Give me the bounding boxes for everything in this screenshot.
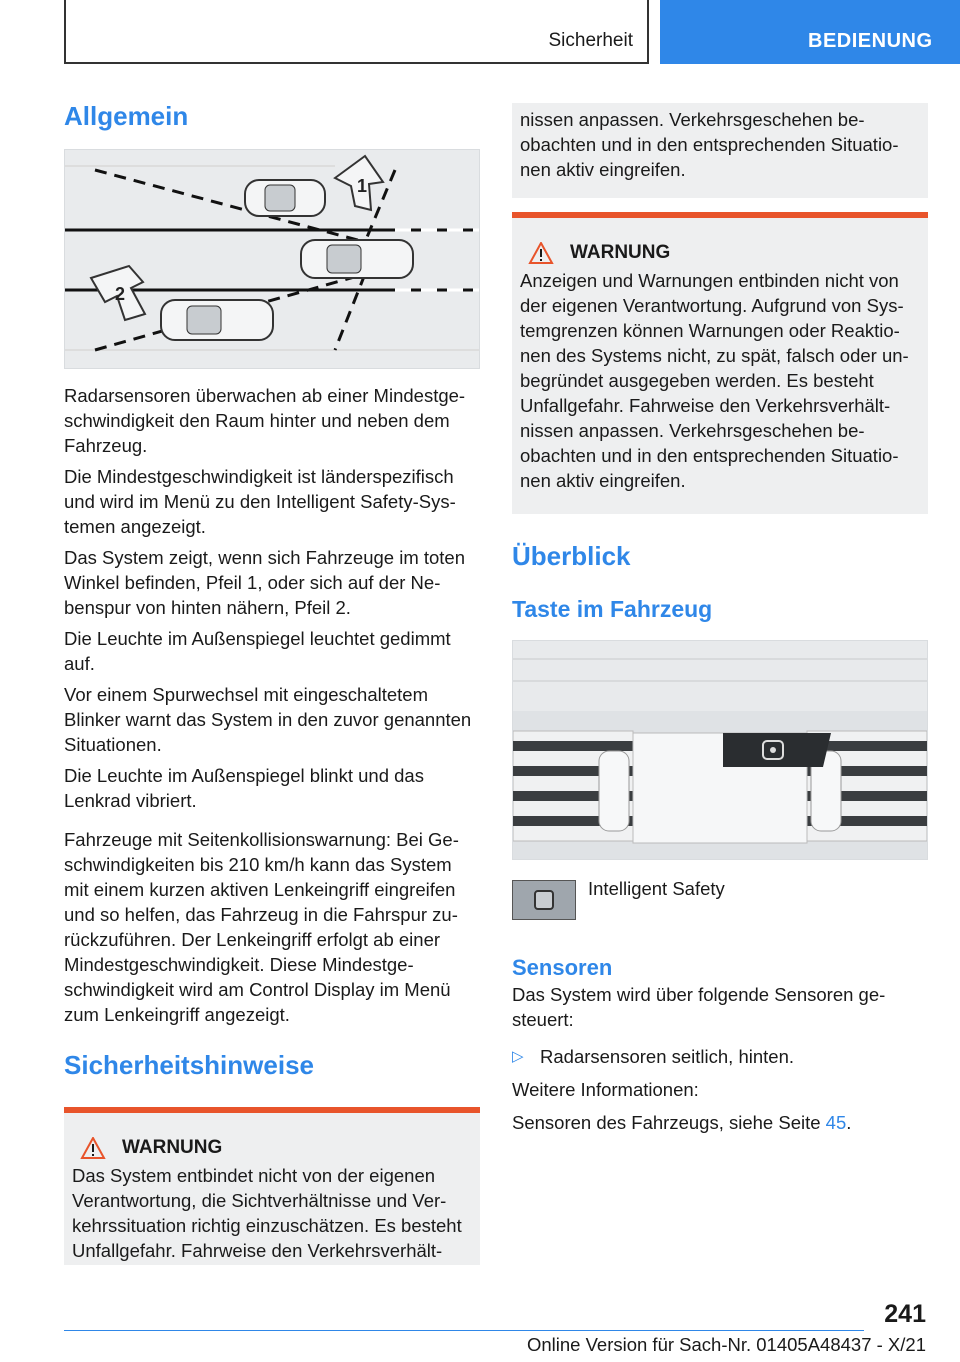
header-box (64, 0, 649, 64)
warning-1-label: WARNUNG (122, 1137, 223, 1158)
heading-sicherheitshinweise: Sicherheitshinweise (64, 1050, 314, 1080)
warning-1-title (72, 1135, 472, 1161)
paragraph-min-speed: Die Mindestgeschwindigkeit ist länderspezifisch und wird im Menü zu den Intelligent Safety-Systemen angezeigt. (64, 466, 456, 537)
figure-blind-spot-diagram (64, 149, 480, 369)
footer-online-version: Online Version für Sach-Nr. 01405A48437 - X/21 (526, 1334, 926, 1355)
blind-spot-illustration (65, 150, 479, 368)
warning-2-title (520, 240, 920, 266)
warning-triangle-icon (528, 242, 554, 264)
footer-divider (64, 1330, 864, 1331)
dashboard-illustration (513, 641, 927, 859)
paragraph-weitere: Weitere Informationen: (512, 1079, 699, 1100)
button-legend-label: Intelligent Safety (588, 878, 725, 899)
bullet-triangle-icon: ▷ (512, 1048, 524, 1065)
warning-box-1-continued (512, 103, 928, 198)
header-chapter-tab: BEDIENUNG (660, 0, 960, 64)
intelligent-safety-button-icon (723, 733, 831, 767)
car-top (245, 180, 325, 216)
arrow-1-label: 1 (357, 176, 368, 196)
car-middle (301, 240, 413, 278)
page-reference-link[interactable]: 45 (825, 1112, 847, 1133)
header-section-title: Sicherheit (548, 30, 633, 51)
warning-2-label: WARNUNG (570, 242, 671, 263)
list-item (512, 1044, 928, 1069)
warning-1-text: Das System entbindet nicht von der eigenen Verantwortung, die Sichtverhältnisse und Verkehrssituation richtig einzuschätzen. Es besteht Unfallgefahr. Fahrweise den Verkehrsverhält- (72, 1165, 462, 1261)
paragraph-radar-monitoring: Radarsensoren überwachen ab einer Mindestgeschwindigkeit den Raum hinter und neben dem Fahrzeug. (64, 385, 466, 456)
paragraph-reference (512, 1110, 928, 1135)
heading-allgemein: Allgemein (64, 101, 189, 131)
warning-box-2 (512, 212, 928, 514)
reference-end: . (846, 1112, 852, 1133)
car-bottom (161, 300, 273, 340)
bullet-text: Radarsensoren seitlich, hinten. (540, 1046, 795, 1067)
warning-box-1 (64, 1107, 480, 1265)
paragraph-system-shows: Das System zeigt, wenn sich Fahrzeuge im toten Winkel befinden, Pfeil 1, oder sich auf der Nebenspur von hinten nähern, Pfeil 2. (64, 547, 466, 618)
left-column (64, 100, 480, 1265)
heading-ueberblick: Überblick (512, 541, 631, 571)
paragraph-side-collision: Fahrzeuge mit Seitenkollisionswarnung: Bei Geschwindigkeiten bis 210 km/h kann das System mit einem kurzen aktiven Lenkeingriff eingreifen und so helfen, das Fahrzeug in die Fahrspur zurückzuführen. Der Lenkeingriff erfolgt ab einer Mindestgeschwindigkeit. Diese Mindestgeschwindigkeit wird am Control Display im Menü zum Lenkeingriff angezeigt. (64, 829, 459, 1025)
vent-left (513, 731, 633, 841)
heading-sensoren: Sensoren (512, 955, 613, 980)
paragraph-lane-change: Vor einem Spurwechsel mit eingeschaltetem Blinker warnt das System in den zuvor genannten Situationen. (64, 684, 472, 755)
arrow-2-label: 2 (115, 284, 126, 304)
intelligent-safety-key-icon (512, 880, 576, 920)
figure-dashboard-button (512, 640, 928, 860)
warning-triangle-icon (80, 1137, 106, 1159)
right-column (512, 103, 928, 1141)
warning-1-text-continued: nissen anpassen. Verkehrsgeschehen beobachten und in den entsprechenden Situationen aktiv eingreifen. (520, 109, 899, 180)
button-legend (512, 880, 928, 920)
heading-taste-im-fahrzeug: Taste im Fahrzeug (512, 596, 713, 622)
paragraph-sensoren: Das System wird über folgende Sensoren gesteuert: (512, 984, 886, 1030)
reference-text: Sensoren des Fahrzeugs, siehe Seite (512, 1112, 826, 1133)
paragraph-mirror-dimmed: Die Leuchte im Außenspiegel leuchtet gedimmt auf. (64, 628, 451, 674)
paragraph-mirror-blinks: Die Leuchte im Außenspiegel blinkt und das Lenkrad vibriert. (64, 765, 424, 811)
warning-2-text: Anzeigen und Warnungen entbinden nicht von der eigenen Verantwortung. Aufgrund von Systemgrenzen können Warnungen oder Reaktionen des Systems nicht, zu spät, falsch oder unbegründet ausgegeben werden. Es besteht Unfallgefahr. Fahrweise den Verkehrsverhältnissen anpassen. Verkehrsgeschehen beobachten und in den entsprechenden Situationen aktiv eingreifen. (520, 270, 909, 491)
page-number: 241 (884, 1300, 926, 1328)
